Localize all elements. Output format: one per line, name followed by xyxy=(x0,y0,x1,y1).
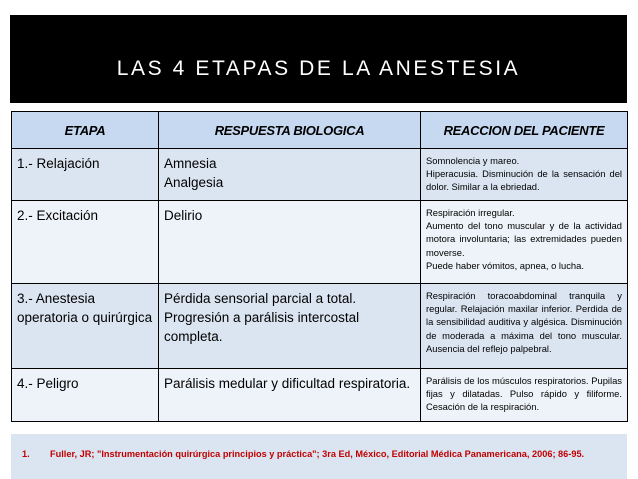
response-cell: Delirio xyxy=(159,201,421,284)
stage-cell: 1.- Relajación xyxy=(12,149,159,201)
reaction-cell: Parálisis de los músculos respiratorios. Pupilas fijas y dilatadas. Pulso rápido y filiforme. Cesación de la respiración. xyxy=(421,369,628,422)
response-cell: Pérdida sensorial parcial a total. Progresión a parálisis intercostal completa. xyxy=(159,284,421,369)
stage-cell: 4.- Peligro xyxy=(12,369,159,422)
table-row xyxy=(12,149,628,201)
reference-footnote xyxy=(22,449,622,459)
reaction-cell: Respiración toracoabdominal tranquila y regular. Relajación maxilar inferior. Perdida de la sensibilidad auditiva y algésica. Disminución de moderada a máxima del tono muscular. Ausencia del reflejo palpebral. xyxy=(421,284,628,369)
header-patient-reaction: REACCION DEL PACIENTE xyxy=(421,112,628,149)
table-row xyxy=(12,369,628,422)
anesthesia-stages-table xyxy=(11,111,628,422)
stage-cell: 2.- Excitación xyxy=(12,201,159,284)
footnote-number: 1. xyxy=(22,449,30,459)
title-banner xyxy=(10,15,627,103)
header-stage: ETAPA xyxy=(12,112,159,149)
page-title: LAS 4 ETAPAS DE LA ANESTESIA xyxy=(116,57,521,80)
footnote-text: Fuller, JR; "Instrumentación quirúrgica principios y práctica"; 3ra Ed, México, Editorial Médica Panamericana, 2006; 86-95. xyxy=(50,449,585,459)
reaction-cell: Somnolencia y mareo. Hiperacusia. Disminución de la sensación del dolor. Similar a la ebriedad. xyxy=(421,149,628,201)
table-header-row xyxy=(12,112,628,149)
reaction-cell: Respiración irregular. Aumento del tono muscular y de la actividad motora involuntaria; las extremidades pueden moverse. Puede haber vómitos, apnea, o lucha. xyxy=(421,201,628,284)
header-biological-response: RESPUESTA BIOLOGICA xyxy=(159,112,421,149)
response-cell: Amnesia Analgesia xyxy=(159,149,421,201)
table-row xyxy=(12,201,628,284)
stage-cell: 3.- Anestesia operatoria o quirúrgica xyxy=(12,284,159,369)
table-row xyxy=(12,284,628,369)
response-cell: Parálisis medular y dificultad respiratoria. xyxy=(159,369,421,422)
